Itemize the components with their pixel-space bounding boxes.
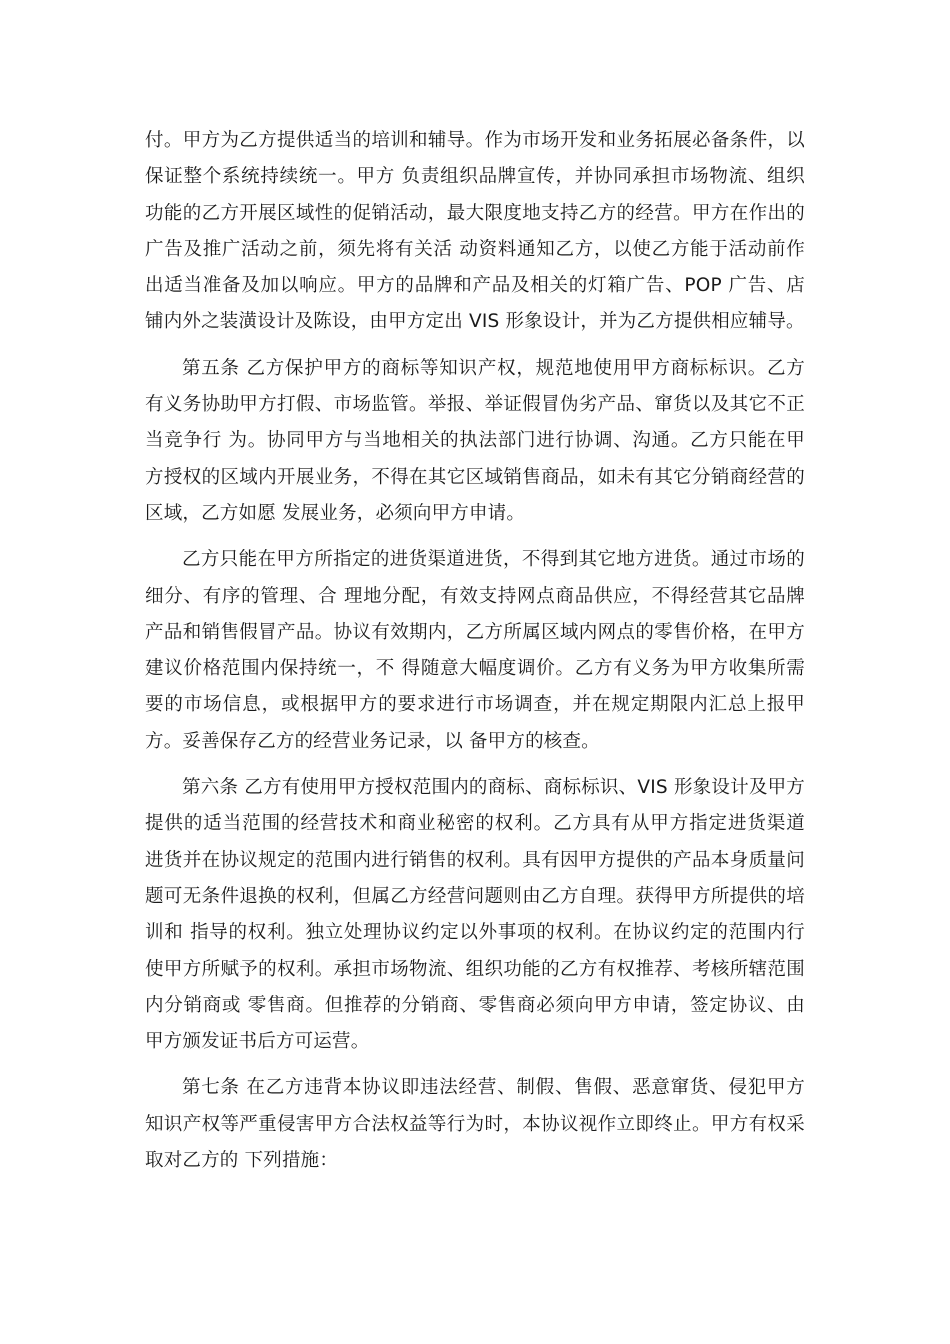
paragraph-continuation: 付。甲方为乙方提供适当的培训和辅导。作为市场开发和业务拓展必备条件，以保证整个系统持续统一。甲方 负责组织品牌宣传，并协同承担市场物流、组织功能的乙方开展区域性的促销活动，最大限度地支持乙方的经营。甲方在作出的广告及推广活动之前，须先将有关活 动资料通知乙方，以使乙方能于活动前作出适当准备及加以响应。甲方的品牌和产品及相关的灯箱广告、POP 广告、店铺内外之装潢设计及陈设，由甲方定出 VIS 形象设计，并为乙方提供相应辅导。 <box>145 130 805 333</box>
paragraph-purchase-channel: 乙方只能在甲方所指定的进货渠道进货，不得到其它地方进货。通过市场的细分、有序的管理、合 理地分配，有效支持网点商品供应，不得经营其它品牌产品和销售假冒产品。协议有效期内，乙方所属区域内网点的零售价格，在甲方建议价格范围内保持统一，不 得随意大幅度调价。乙方有义务为甲方收集所需要的市场信息，或根据甲方的要求进行市场调查，并在规定期限内汇总上报甲方。妥善保存乙方的经营业务记录，以 备甲方的核查。 <box>145 549 805 752</box>
paragraph-article-6: 第六条 乙方有使用甲方授权范围内的商标、商标标识、VIS 形象设计及甲方提供的适当范围的经营技术和商业秘密的权利。乙方具有从甲方指定进货渠道 进货并在协议规定的范围内进行销售的权利。具有因甲方提供的产品本身质量问题可无条件退换的权利，但属乙方经营问题则由乙方自理。获得甲方所提供的培训和 指导的权利。独立处理协议约定以外事项的权利。在协议约定的范围内行使甲方所赋予的权利。承担市场物流、组织功能的乙方有权推荐、考核所辖范围内分销商或 零售商。但推荐的分销商、零售商必须向甲方申请，签定协议、由甲方颁发证书后方可运营。 <box>145 777 805 1053</box>
paragraph-article-5: 第五条 乙方保护甲方的商标等知识产权，规范地使用甲方商标标识。乙方有义务协助甲方打假、市场监管。举报、举证假冒伪劣产品、窜货以及其它不正当竞争行 为。协同甲方与当地相关的执法部门进行协调、沟通。乙方只能在甲方授权的区域内开展业务，不得在其它区域销售商品，如未有其它分销商经营的区域，乙方如愿 发展业务，必须向甲方申请。 <box>145 357 805 524</box>
document-body <box>145 123 805 1189</box>
paragraph-article-7: 第七条 在乙方违背本协议即违法经营、制假、售假、恶意窜货、侵犯甲方知识产权等严重侵害甲方合法权益等行为时，本协议视作立即终止。甲方有权采取对乙方的 下列措施： <box>145 1077 805 1172</box>
